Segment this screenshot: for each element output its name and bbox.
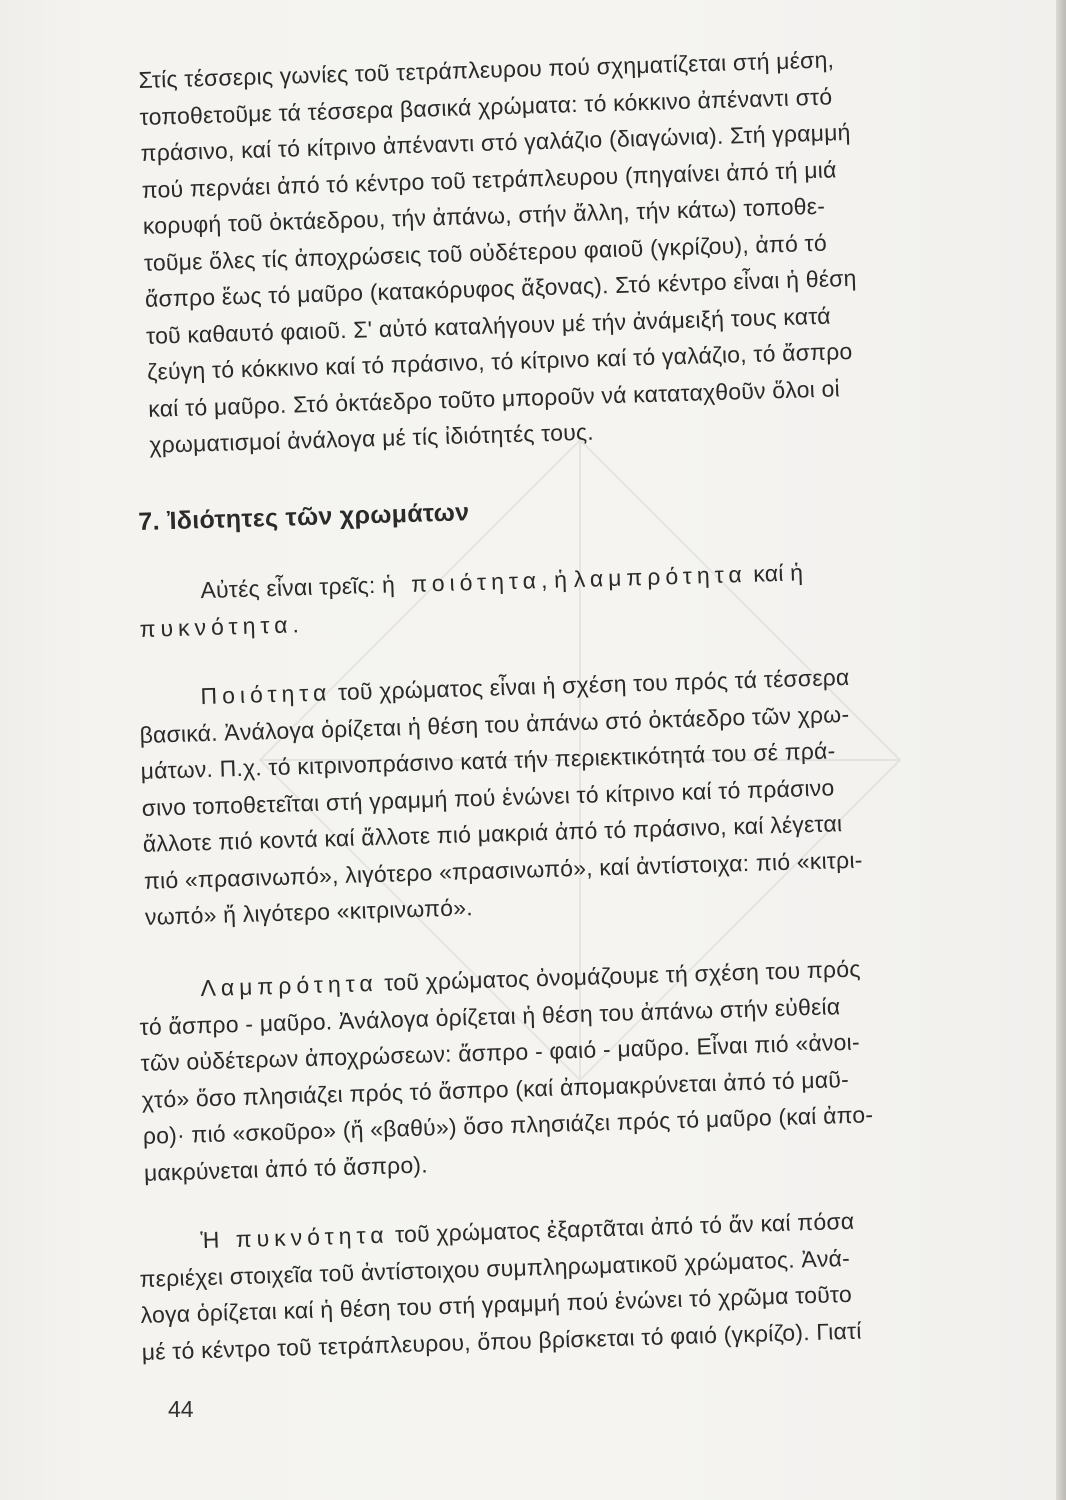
term-quality: Ποιότητα <box>200 679 332 710</box>
properties-intro-text <box>138 548 1000 646</box>
period: . <box>292 610 300 637</box>
text-line: ζεύγη τό κόκκινο καί τό πράσινο, τό κίτρινο καί τό γαλάζιο, τό ἄσπρο <box>146 337 853 385</box>
text-line: τοῦ καθαυτό φαιοῦ. Σ' αὐτό καταλήγουν μέ τήν ἀνάμειξή τους κατά <box>145 302 832 349</box>
term-quality: ἡ ποιότητα <box>381 567 542 598</box>
page-edge <box>1056 0 1066 1500</box>
text-line: πού περνάει ἀπό τό κέντρο τοῦ τετράπλευρου (πηγαίνει ἀπό τή μιά <box>141 155 837 203</box>
text-line: ἄλλοτε πιό κοντά καί ἄλλοτε πιό μακριά ἀπό τό πράσινο, καί λέγεται <box>142 810 843 857</box>
text-line: κορυφή τοῦ ὀκτάεδρου, τήν ἀπάνω, στήν ἄλλη, τήν κάτω) τοποθε- <box>142 192 826 239</box>
text-line: ρο)· πιό «σκοῦρο» (ἤ «βαθύ») ὅσο πλησιάζει πρός τό μαῦρο (καί ἀπο- <box>142 1101 874 1149</box>
line-rest: τοῦ χρώματος ἐξαρτᾶται ἀπό τό ἄν καί πόσα <box>388 1207 855 1248</box>
quality-paragraph <box>138 654 1005 935</box>
text-line: μέ τό κέντρο τοῦ τετράπλευρου, ὅπου βρίσκεται τό φαιό (γκρίζο). Γιατί <box>141 1317 862 1365</box>
section-title: Ἰδιότητες τῶν χρωμάτων <box>166 498 470 536</box>
section-heading <box>138 482 998 537</box>
density-paragraph-text <box>138 1198 1002 1369</box>
separator: καί ἡ <box>746 559 804 587</box>
text-line: νωπό» ἤ λιγότερο «κιτρινωπό». <box>144 894 474 930</box>
text-line: χτό» ὅσο πλησιάζει πρός τό ἄσπρο (καί ἀπομακρύνεται ἀπό τό μαῦ- <box>141 1065 850 1113</box>
text-line: μακρύνεται ἀπό τό ἄσπρο). <box>143 1150 429 1186</box>
quality-paragraph-text <box>138 654 1005 935</box>
section-heading-text <box>138 482 998 537</box>
text-line: καί τό μαῦρο. Στό ὀκτάεδρο τοῦτο μποροῦν νά καταταχθοῦν ὅλοι οἱ <box>147 374 841 422</box>
text-line: βασικά. Ἀνάλογα ὁρίζεται ἡ θέση του ἀπάνω στό ὀκτάεδρο τῶν χρω- <box>139 700 850 748</box>
text-line: τοῦμε ὅλες τίς ἀποχρώσεις τοῦ οὐδέτερου φαιοῦ (γκρίζου), ἀπό τό <box>143 229 828 276</box>
separator: , ἡ <box>540 566 575 594</box>
intro-paragraph <box>138 36 1010 463</box>
text-line: χρωματισμοί ἀνάλογα μέ τίς ἰδιότητές τους. <box>148 418 595 458</box>
text-line: ἄσπρο ἕως τό μαῦρο (κατακόρυφος ἄξονας). Στό κέντρο εἶναι ἡ θέση <box>144 264 857 312</box>
text-line: λογα ὁρίζεται καί ἡ θέση του στή γραμμή πού ἑνώνει τό χρῶμα τοῦτο <box>140 1280 853 1328</box>
density-paragraph <box>138 1198 1002 1369</box>
term-density: πυκνότητα <box>139 610 293 642</box>
text-line: περιέχει στοιχεῖα τοῦ ἀντίστοιχου συμπληρωματικοῦ χρώματος. Ἀνά- <box>139 1244 851 1292</box>
brightness-paragraph-text <box>138 946 1004 1190</box>
term-brightness: Λαμπρότητα <box>200 969 379 1002</box>
text-line: πιό «πρασινωπό», λιγότερο «πρασινωπό», καί ἀντίστοιχα: πιό «κιτρι- <box>143 846 863 894</box>
text-line: τοποθετοῦμε τά τέσσερα βασικά χρώματα: τό κόκκινο ἀπέναντι στό <box>139 82 833 130</box>
line-rest: τοῦ χρώματος εἶναι ἡ σχέση του πρός τά τέσσερα <box>330 663 850 706</box>
text-line: μάτων. Π.χ. τό κιτρινοπράσινο κατά τήν περιεκτικότητά του σέ πρά- <box>140 737 836 784</box>
text-line: τῶν οὐδέτερων ἀποχρώσεων: ἄσπρο - φαιό - μαῦρο. Εἶναι πιό «ἀνοι- <box>140 1028 861 1076</box>
intro-paragraph-text <box>138 36 1010 463</box>
term-density: Ἡ πυκνότητα <box>200 1221 389 1254</box>
text-line: τό ἄσπρο - μαῦρο. Ἀνάλογα ὁρίζεται ἡ θέση του ἀπάνω στήν εὐθεία <box>139 992 841 1040</box>
section-number: 7. <box>138 507 161 536</box>
text-line: Στίς τέσσερις γωνίες τοῦ τετράπλευρου πού σχηματίζεται στή μέση, <box>138 46 835 93</box>
text-line: σινο τοποθετεῖται στή γραμμή πού ἑνώνει τό κίτρινο καί τό πράσινο <box>141 773 835 821</box>
text-line: πράσινο, καί τό κίτρινο ἀπέναντι στό γαλάζιο (διαγώνια). Στή γραμμή <box>140 118 851 166</box>
line-rest: τοῦ χρώματος ὀνομάζουμε τή σχέση του πρός <box>377 955 861 996</box>
properties-intro-paragraph <box>138 548 1000 646</box>
page-number: 44 <box>168 1396 194 1422</box>
properties-lead: Αὐτές εἶναι τρεῖς: <box>200 571 383 604</box>
brightness-paragraph <box>138 946 1004 1190</box>
term-brightness: λαμπρότητα <box>573 560 748 593</box>
